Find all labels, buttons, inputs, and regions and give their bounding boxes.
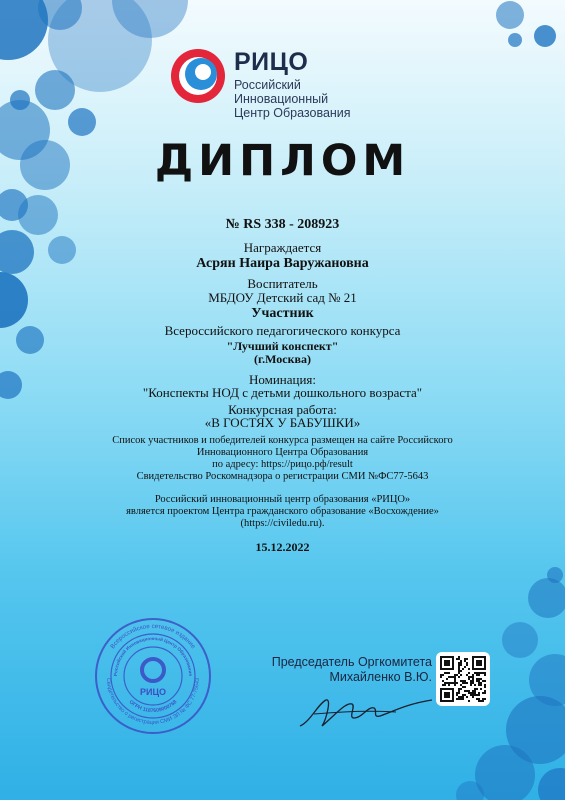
signer-name: Михайленко В.Ю. xyxy=(329,670,432,684)
work-title: «В ГОСТЯХ У БАБУШКИ» xyxy=(204,415,361,430)
issue-date: 15.12.2022 xyxy=(255,540,310,554)
qr-code-icon xyxy=(436,652,490,706)
signer-title: Председатель Оргкомитета xyxy=(271,655,432,669)
nomination-value: "Конспекты НОД с детьми дошкольного возраста" xyxy=(142,385,423,400)
diploma-number: № RS 338 - 208923 xyxy=(225,217,340,232)
project-line: (https://civiledu.ru). xyxy=(240,518,325,529)
contest-name: "Лучший конспект" xyxy=(226,339,339,353)
contest-city: (г.Москва) xyxy=(254,352,311,366)
official-stamp xyxy=(93,616,213,736)
stamp-outer-bottom-text: Свидетельство о регистрации СМИ ЭЛ № ФС 77-75643 xyxy=(104,677,202,727)
info-line: Список участников и победителей конкурса размещен на сайте Российского xyxy=(112,435,453,446)
nomination-label: Номинация: xyxy=(248,372,317,387)
stamp-bottom-text: ОГРН 1187609000768 xyxy=(127,699,179,715)
qr-code[interactable] xyxy=(436,652,490,706)
stamp-logo-icon xyxy=(142,659,164,681)
award-status: Участник xyxy=(251,306,314,321)
org-name: РИЦО xyxy=(234,48,309,76)
stamp-logo-text: РИЦО xyxy=(139,687,167,697)
signer-block xyxy=(248,655,432,685)
recipient-name: Асрян Наира Варужановна xyxy=(196,256,369,271)
project-line: Российский инновационный центр образования «РИЦО» xyxy=(154,494,411,505)
recipient-institution: МБДОУ Детский сад № 21 xyxy=(208,290,357,305)
handwritten-signature xyxy=(296,692,436,732)
info-line: Свидетельство Роскомнадзора о регистрации СМИ №ФС77-5643 xyxy=(136,471,429,482)
org-subtitle-line: Российский Инновационный xyxy=(234,78,329,106)
contest-type: Всероссийского педагогического конкурса xyxy=(164,323,401,338)
project-line: является проектом Центра гражданского образование «Восхождение» xyxy=(126,506,439,517)
org-logo xyxy=(168,46,398,120)
svg-text:ОГРН 1187609000768 xyxy=(128,699,179,714)
stamp-inner-text: Российский Инновационный Центр Образования xyxy=(112,635,194,677)
recipient-position: Воспитатель xyxy=(247,276,318,291)
diploma-title: ДИПЛОМ xyxy=(154,136,411,186)
stamp-top-text: Всероссийское сетевое издание xyxy=(109,622,197,651)
org-subtitle-line: Центр Образования xyxy=(234,106,351,120)
results-url: по адресу: https://рицо.рф/result xyxy=(212,459,353,470)
awarded-label: Награждается xyxy=(243,240,322,255)
rico-logo-icon xyxy=(168,46,228,106)
work-label: Конкурсная работа: xyxy=(228,402,337,417)
info-line: Инновационного Центра Образования xyxy=(196,447,369,458)
org-subtitle xyxy=(234,78,398,120)
